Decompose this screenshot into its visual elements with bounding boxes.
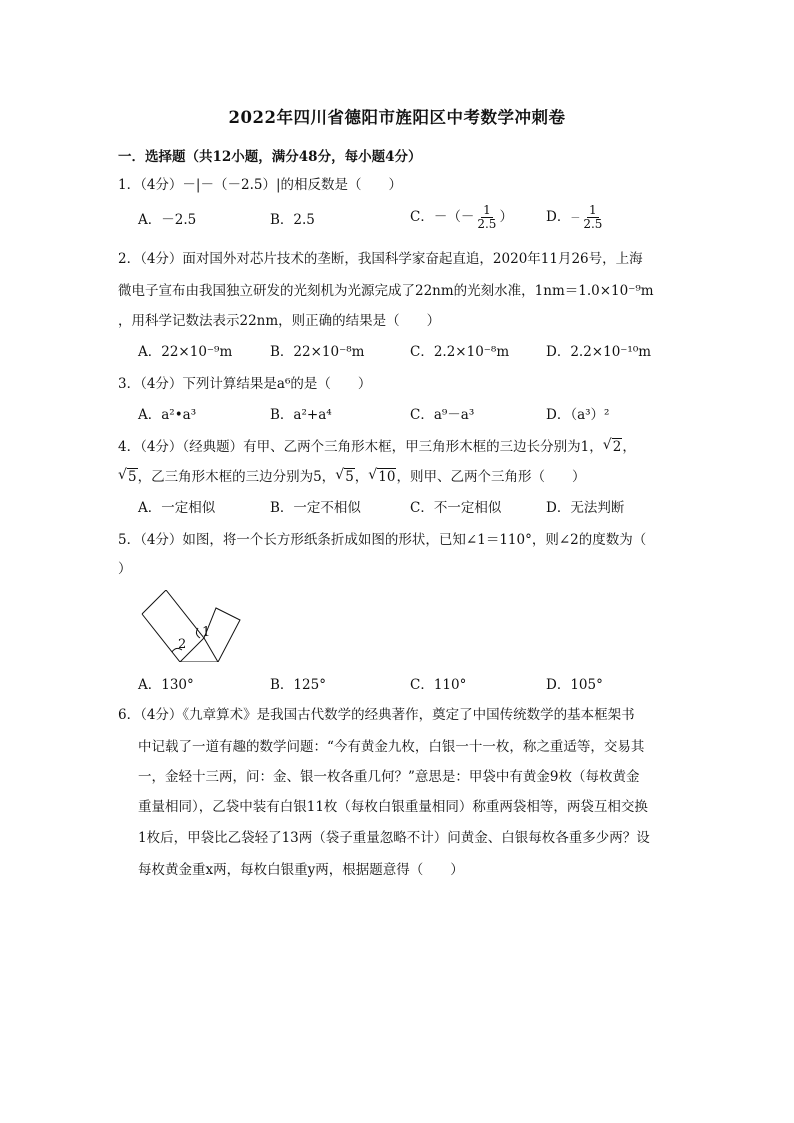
fraction-denominator: 2.5 xyxy=(583,217,603,231)
q4-line-1-text: 4．（4分）（经典题）有甲、乙两个三角形木框，甲三角形木框的三边长分别为1， xyxy=(118,439,603,455)
q2-option-c: C．2.2×10⁻⁸m xyxy=(410,344,510,360)
q1-option-d-fraction xyxy=(581,204,604,231)
question-2-line-1: 2．（4分）面对国外对芯片技术的垄断，我国科学家奋起直追，2020年11月26号，上海 xyxy=(118,251,643,267)
q4-line-2-text-c: ，则甲、乙两个三角形（ ） xyxy=(396,469,586,485)
question-6-line-4: 重量相同），乙袋中装有白银11枚（每枚白银重量相同）称重两袋相等，两袋互相交换 xyxy=(138,799,648,815)
q5-option-b: B．125° xyxy=(270,677,326,693)
question-3-stem: 3．（4分）下列计算结果是a⁶的是（ ） xyxy=(118,376,372,392)
q3-option-c: C．a⁹－a³ xyxy=(410,407,475,423)
fraction-numerator: 1 xyxy=(483,203,491,217)
fraction-numerator: 1 xyxy=(589,203,597,217)
q2-option-b: B．22×10⁻⁸m xyxy=(270,344,365,360)
q4-option-d: D．无法判断 xyxy=(546,500,625,516)
q4-line-2-text-b: ， xyxy=(354,469,369,485)
q4-option-a: A．一定相似 xyxy=(138,500,216,516)
section-heading: 一．选择题（共12小题，满分48分，每小题4分） xyxy=(118,149,422,165)
q3-option-b: B．a²+a⁴ xyxy=(270,407,332,423)
angle-2-label: 2 xyxy=(178,637,187,652)
question-4-line-2 xyxy=(118,468,585,486)
q1-option-b: B．2.5 xyxy=(270,212,315,228)
q5-option-c: C．110° xyxy=(410,677,467,693)
radicand: 5 xyxy=(128,469,137,485)
q3-option-d: D．（a³）² xyxy=(546,407,610,423)
question-6-line-2: 中记载了一道有趣的数学问题：“今有黄金九枚，白银一十一枚，称之重适等，交易其 xyxy=(138,739,645,755)
q4-option-c: C．不一定相似 xyxy=(410,500,502,516)
folded-strip-figure xyxy=(138,590,248,662)
q4-line-1-end: ， xyxy=(622,439,636,455)
question-6-line-6: 每枚黄金重x两，每枚白银重y两，根据题意得（ ） xyxy=(138,862,464,878)
q1-option-d-minus: － xyxy=(570,213,581,224)
sqrt-5: √ 5 xyxy=(118,467,137,485)
fraction-denominator: 2.5 xyxy=(477,217,497,231)
q1-option-a: A．－2.5 xyxy=(138,212,197,228)
q3-option-a: A．a²•a³ xyxy=(138,407,197,423)
page-title: 2022年四川省德阳市旌阳区中考数学冲刺卷 xyxy=(228,108,566,127)
fold-line xyxy=(204,638,218,662)
radicand: 2 xyxy=(612,439,622,455)
question-2-line-2: 微电子宣布由我国独立研发的光刻机为光源完成了22nm的光刻水准，1nm＝1.0×10⁻⁹m xyxy=(118,283,654,299)
q1-option-d-prefix: D． xyxy=(546,209,571,225)
q1-option-c-suffix: ） xyxy=(499,209,513,225)
q1-option-c-prefix: C．－（－ xyxy=(410,209,475,225)
q4-option-b: B．一定不相似 xyxy=(270,500,361,516)
question-2-line-3: ，用科学记数法表示22nm，则正确的结果是（ ） xyxy=(118,313,441,329)
question-6-line-3: 一，金轻十三两，问：金、银一枚各重几何？”意思是：甲袋中有黄金9枚（每枚黄金 xyxy=(138,769,640,785)
question-6-line-1: 6．（4分）《九章算术》是我国古代数学的经典著作，奠定了中国传统数学的基本框架书 xyxy=(118,707,635,723)
q5-option-d: D．105° xyxy=(546,677,603,693)
sqrt-10: √ 10 xyxy=(368,467,396,485)
q5-option-a: A．130° xyxy=(138,677,194,693)
sqrt-2: √ 2 xyxy=(602,437,622,455)
question-5-line-2: ） xyxy=(118,561,132,577)
radicand: 10 xyxy=(378,469,396,485)
q2-option-a: A．22×10⁻⁹m xyxy=(138,344,233,360)
question-1-stem: 1．（4分）－|－（－2.5）|的相反数是（ ） xyxy=(118,177,402,193)
q1-option-c-fraction xyxy=(475,204,498,231)
q2-option-d: D．2.2×10⁻¹⁰m xyxy=(546,344,652,360)
q1-option-d xyxy=(546,204,605,231)
question-5-line-1: 5．（4分）如图，将一个长方形纸条折成如图的形状，已知∠1＝110°，则∠2的度数为（ xyxy=(118,532,647,548)
q4-line-2-text-a: ，乙三角形木框的三边分别为5， xyxy=(137,469,336,485)
question-4-line-1 xyxy=(118,438,636,456)
radicand: 5 xyxy=(345,469,354,485)
sqrt-5-second: √ 5 xyxy=(335,467,354,485)
q1-option-c xyxy=(410,204,513,231)
question-6-line-5: 1枚后，甲袋比乙袋轻了13两（袋子重量忽略不计）问黄金、白银每枚各重多少两？设 xyxy=(138,830,650,846)
angle-1-label: 1 xyxy=(202,625,211,640)
